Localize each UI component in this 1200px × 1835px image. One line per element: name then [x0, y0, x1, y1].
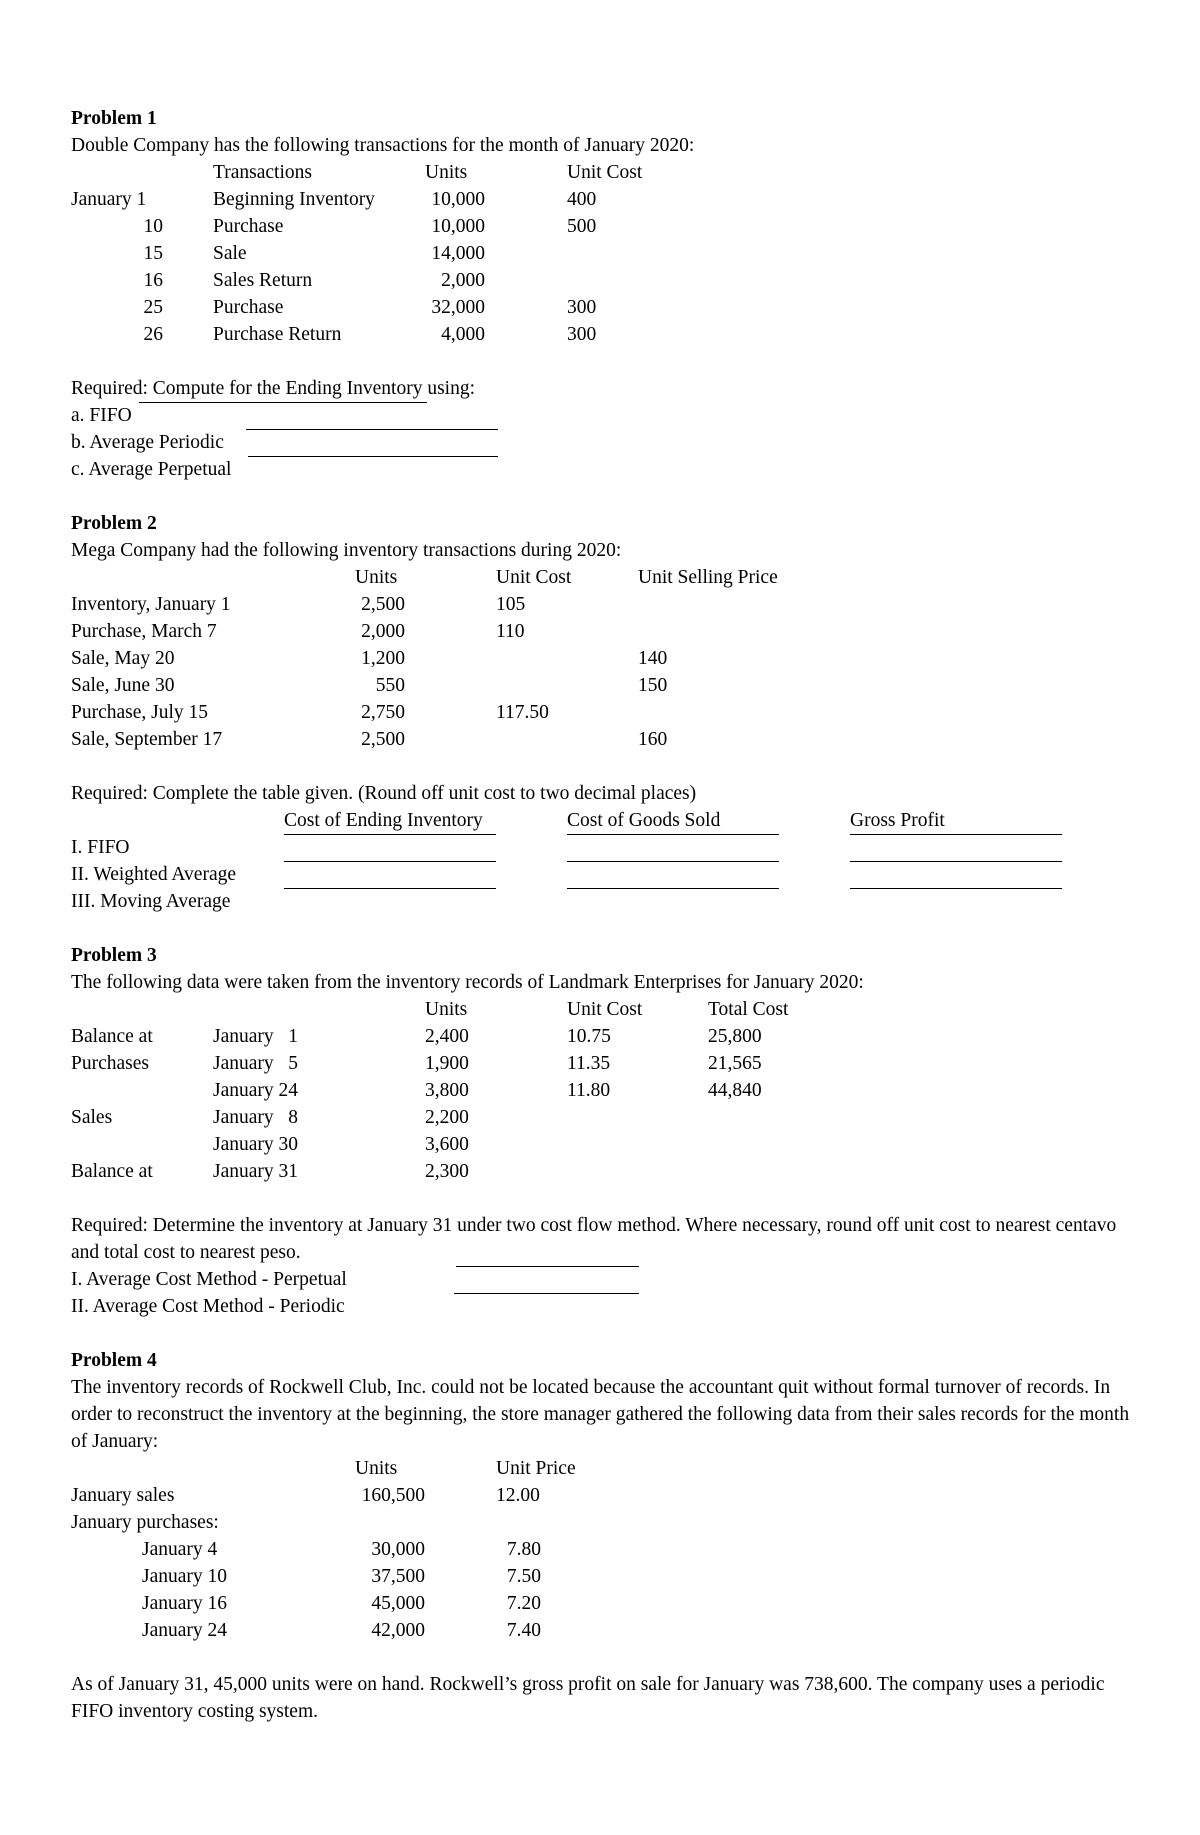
method-row — [71, 834, 1131, 861]
row-transaction: Purchase Return — [213, 324, 342, 345]
table-row — [71, 726, 1131, 753]
table-row — [71, 1590, 1131, 1617]
ending-inventory-blank[interactable] — [284, 834, 496, 835]
table-row — [71, 186, 1131, 213]
header-units: Units — [355, 1458, 398, 1479]
row-date: January 31 — [213, 1161, 299, 1182]
row-unit-price: 7.80 — [506, 1539, 541, 1560]
table-row — [71, 1050, 1131, 1077]
problem-1-intro: Double Company has the following transactions for the month of January 2020: — [71, 135, 695, 156]
answer-line — [71, 1293, 1131, 1320]
problem-2-title: Problem 2 — [71, 513, 157, 534]
problem-2-header-row — [71, 564, 1131, 591]
row-units: 37,500 — [371, 1566, 425, 1587]
answer-blank[interactable] — [248, 456, 498, 457]
table-row — [71, 1131, 1131, 1158]
row-label: Inventory, January 1 — [71, 594, 231, 615]
table-row — [71, 213, 1131, 240]
table-row — [71, 618, 1131, 645]
table-row — [71, 699, 1131, 726]
row-transaction: Purchase — [213, 216, 284, 237]
method-label: II. Weighted Average — [71, 864, 237, 885]
answer-label: c. Average Perpetual — [71, 459, 232, 480]
row-selling-price: 140 — [638, 648, 668, 669]
row-total-cost: 44,840 — [708, 1080, 762, 1101]
problem-1-title: Problem 1 — [71, 108, 157, 129]
row-units: 10,000 — [431, 189, 485, 210]
table-row — [71, 321, 1131, 348]
row-date: January 16 — [142, 1593, 228, 1614]
row-unit-cost: 11.35 — [567, 1053, 611, 1074]
method-label: III. Moving Average — [71, 891, 231, 912]
table-row — [71, 1077, 1131, 1104]
row-label: Purchase, March 7 — [71, 621, 217, 642]
problem-4-intro: The inventory records of Rockwell Club, Inc. could not be located because the accountant quit without formal turnover of records. In order to reconstruct the inventory at the beginning, the store manager gathered the following data from their sales records for the month of January: — [71, 1377, 1130, 1452]
table-row — [71, 591, 1131, 618]
answer-label: a. FIFO — [71, 405, 132, 426]
row-units: 2,300 — [425, 1161, 469, 1182]
row-transaction: Sales Return — [213, 270, 313, 291]
answer-label: I. Average Cost Method - Perpetual — [71, 1269, 347, 1290]
ending-inventory-blank[interactable] — [284, 888, 496, 889]
header-total-cost: Total Cost — [708, 999, 789, 1020]
row-unit-price: 12.00 — [496, 1485, 540, 1506]
problem-4-title: Problem 4 — [71, 1350, 157, 1371]
answer-blank[interactable] — [246, 429, 498, 430]
row-date: 26 — [143, 324, 163, 345]
row-label: Sales — [71, 1107, 113, 1128]
header-unit-cost: Unit Cost — [496, 567, 572, 588]
row-transaction: Purchase — [213, 297, 284, 318]
row-unit-cost: 10.75 — [567, 1026, 611, 1047]
gross-profit-blank[interactable] — [850, 888, 1062, 889]
row-unit-cost: 105 — [496, 594, 526, 615]
row-label: Balance at — [71, 1161, 153, 1182]
row-units: 14,000 — [431, 243, 485, 264]
row-date: January 1 — [213, 1026, 299, 1047]
problem-2-table-header — [71, 807, 1131, 834]
header-transactions: Transactions — [213, 162, 312, 183]
table-row — [71, 267, 1131, 294]
problem-3-required: Required: Determine the inventory at January 31 under two cost flow method. Where necessary, round off unit cost to nearest centavo and total cost to nearest peso. — [71, 1215, 1117, 1263]
row-label: Sale, September 17 — [71, 729, 223, 750]
header-unit-selling-price: Unit Selling Price — [638, 567, 778, 588]
header-cogs: Cost of Goods Sold — [567, 810, 721, 831]
row-date: January 30 — [213, 1134, 299, 1155]
table-row — [71, 1536, 1131, 1563]
table-row — [71, 294, 1131, 321]
row-units: 3,600 — [425, 1134, 469, 1155]
document-page — [71, 105, 1131, 1725]
row-transaction: Sale — [213, 243, 247, 264]
method-row — [71, 861, 1131, 888]
row-unit-price: 7.50 — [506, 1566, 541, 1587]
row-unit-cost: 400 — [567, 189, 597, 210]
answer-label: II. Average Cost Method - Periodic — [71, 1296, 345, 1317]
row-unit-cost: 500 — [567, 216, 597, 237]
cogs-blank[interactable] — [567, 888, 779, 889]
header-units: Units — [425, 999, 468, 1020]
answer-line — [71, 456, 1131, 483]
header-units: Units — [425, 162, 468, 183]
table-row — [71, 1482, 1131, 1509]
row-date: 16 — [143, 270, 163, 291]
row-date: January 24 — [213, 1080, 299, 1101]
row-date: January 8 — [213, 1107, 299, 1128]
row-unit-cost: 300 — [567, 324, 597, 345]
row-units: 45,000 — [371, 1593, 425, 1614]
problem-1-header-row — [71, 159, 1131, 186]
table-row — [71, 1617, 1131, 1644]
row-unit-cost: 110 — [496, 621, 525, 642]
problem-3-intro: The following data were taken from the inventory records of Landmark Enterprises for January 2020: — [71, 972, 864, 993]
row-units: 32,000 — [431, 297, 485, 318]
problem-2-intro: Mega Company had the following inventory transactions during 2020: — [71, 540, 622, 561]
row-units: 42,000 — [371, 1620, 425, 1641]
row-units: 2,000 — [361, 621, 405, 642]
problem-4-closing: As of January 31, 45,000 units were on hand. Rockwell’s gross profit on sale for January was 738,600. The company uses a periodic FIFO inventory costing system. — [71, 1674, 1105, 1722]
table-row — [71, 1023, 1131, 1050]
row-units: 1,200 — [361, 648, 405, 669]
row-unit-cost: 300 — [567, 297, 597, 318]
row-units: 2,200 — [425, 1107, 469, 1128]
table-row — [71, 1158, 1131, 1185]
header-unit-cost: Unit Cost — [567, 162, 643, 183]
header-units: Units — [355, 567, 398, 588]
row-date: January 4 — [142, 1539, 218, 1560]
row-units: 2,750 — [361, 702, 405, 723]
row-transaction: Beginning Inventory — [213, 189, 375, 210]
header-unit-cost: Unit Cost — [567, 999, 643, 1020]
row-unit-price: 7.40 — [506, 1620, 541, 1641]
header-gross-profit: Gross Profit — [850, 810, 945, 831]
table-row — [71, 645, 1131, 672]
row-units: 30,000 — [371, 1539, 425, 1560]
answer-label: b. Average Periodic — [71, 432, 224, 453]
row-units: 1,900 — [425, 1053, 469, 1074]
row-label: January sales — [71, 1485, 175, 1506]
row-units: 10,000 — [431, 216, 485, 237]
row-date: January 5 — [213, 1053, 299, 1074]
row-date: January 10 — [142, 1566, 228, 1587]
row-unit-cost: 11.80 — [567, 1080, 611, 1101]
problem-3-header-row — [71, 996, 1131, 1023]
ending-inventory-blank[interactable] — [284, 861, 496, 862]
table-row — [71, 240, 1131, 267]
cogs-blank[interactable] — [567, 861, 779, 862]
row-units: 550 — [375, 675, 405, 696]
problem-4-header-row — [71, 1455, 1131, 1482]
header-unit-price: Unit Price — [496, 1458, 576, 1479]
gross-profit-blank[interactable] — [850, 861, 1062, 862]
row-units: 2,500 — [361, 729, 405, 750]
problem-2-required: Required: Complete the table given. (Round off unit cost to two decimal places) — [71, 783, 697, 804]
gross-profit-blank[interactable] — [850, 834, 1062, 835]
row-units: 4,000 — [441, 324, 485, 345]
row-units: 160,500 — [361, 1485, 425, 1506]
answer-blank[interactable] — [454, 1293, 639, 1294]
row-units: 2,500 — [361, 594, 405, 615]
row-date: 10 — [143, 216, 163, 237]
row-date: January 24 — [142, 1620, 228, 1641]
cogs-blank[interactable] — [567, 834, 779, 835]
answer-line — [71, 1266, 1131, 1293]
row-unit-cost: 117.50 — [496, 702, 549, 723]
header-ending-inventory: Cost of Ending Inventory — [284, 810, 483, 831]
table-row — [71, 672, 1131, 699]
row-label: Balance at — [71, 1026, 153, 1047]
row-label: Purchases — [71, 1053, 149, 1074]
table-row — [71, 1104, 1131, 1131]
answer-line — [71, 402, 1131, 429]
row-date: 25 — [143, 297, 163, 318]
method-label: I. FIFO — [71, 837, 130, 858]
row-selling-price: 150 — [638, 675, 668, 696]
row-units: 2,400 — [425, 1026, 469, 1047]
row-unit-price: 7.20 — [506, 1593, 541, 1614]
row-total-cost: 21,565 — [708, 1053, 762, 1074]
row-units: 3,800 — [425, 1080, 469, 1101]
row-label: Purchase, July 15 — [71, 702, 209, 723]
row-units: 2,000 — [441, 270, 485, 291]
row-date: 15 — [143, 243, 163, 264]
answer-blank[interactable] — [139, 402, 427, 403]
method-row — [71, 888, 1131, 915]
answer-blank[interactable] — [456, 1266, 639, 1267]
row-label: Sale, May 20 — [71, 648, 175, 669]
problem-3-title: Problem 3 — [71, 945, 157, 966]
row-selling-price: 160 — [638, 729, 668, 750]
row-date: January 1 — [71, 189, 147, 210]
row-label: Sale, June 30 — [71, 675, 175, 696]
answer-line — [71, 429, 1131, 456]
problem-1-required: Required: Compute for the Ending Inventory using: — [71, 378, 476, 399]
table-row — [71, 1563, 1131, 1590]
purchases-label: January purchases: — [71, 1512, 219, 1533]
row-total-cost: 25,800 — [708, 1026, 762, 1047]
